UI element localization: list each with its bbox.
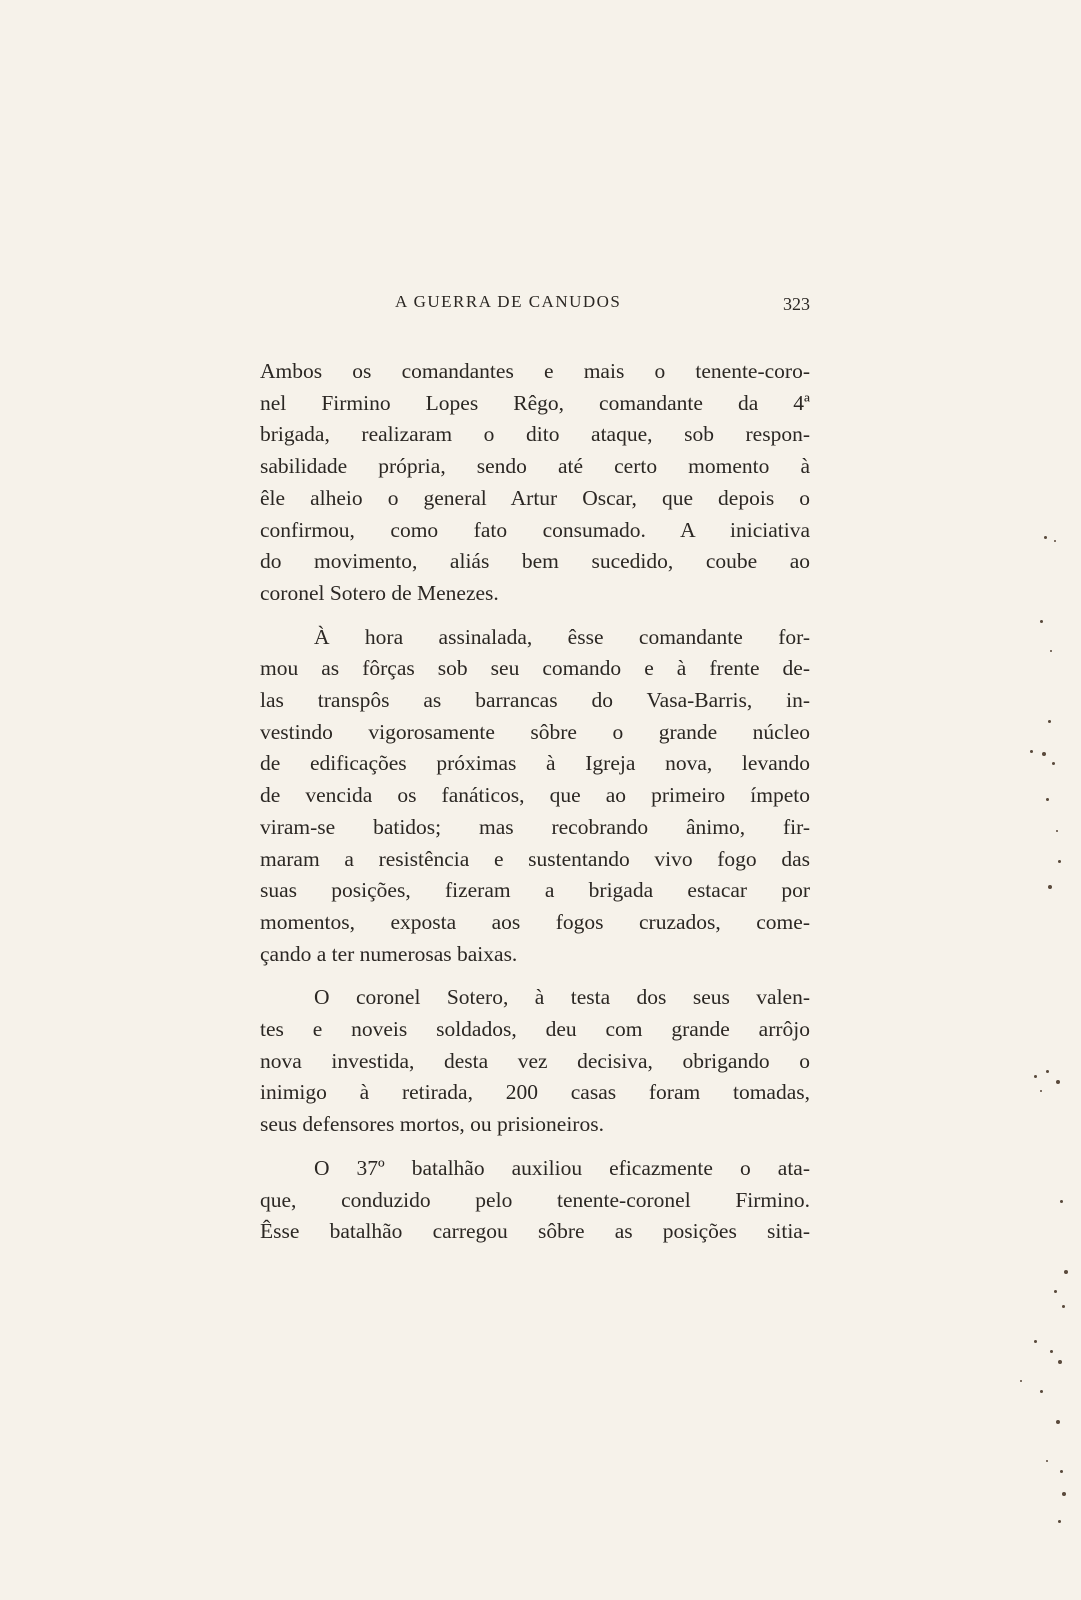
text-line: vestindo vigorosamente sôbre o grande núcleo (260, 719, 810, 744)
text-line: de vencida os fanáticos, que ao primeiro ímpeto (260, 783, 810, 808)
text-line: Ambos os comandantes e mais o tenente-coro- (260, 359, 810, 383)
paragraph (260, 982, 810, 1141)
running-head (260, 292, 810, 322)
text-line: do movimento, aliás bem sucedido, coube ao (260, 549, 810, 574)
text-line: de edificações próximas à Igreja nova, levando (260, 751, 810, 776)
text-line: confirmou, como fato consumado. A iniciativa (260, 517, 810, 542)
text-line: maram a resistência e sustentando vivo fogo das (260, 846, 810, 871)
text-line: las transpôs as barrancas do Vasa-Barris, in- (260, 688, 810, 713)
paragraph (260, 1153, 810, 1248)
text-line: seus defensores mortos, ou prisioneiros. (260, 1112, 604, 1137)
running-title: A GUERRA DE CANUDOS (395, 292, 622, 311)
text-line: suas posições, fizeram a brigada estacar por (260, 878, 810, 903)
text-line: viram-se batidos; mas recobrando ânimo, fir- (260, 814, 810, 839)
text-line: çando a ter numerosas baixas. (260, 941, 518, 966)
text-line: que, conduzido pelo tenente-coronel Firmino. (260, 1187, 810, 1212)
text-line: O coronel Sotero, à testa dos seus valen- (314, 985, 810, 1010)
paragraph (260, 356, 810, 610)
text-line: êle alheio o general Artur Oscar, que depois o (260, 485, 810, 510)
text-line: coronel Sotero de Menezes. (260, 580, 499, 605)
text-line: À hora assinalada, êsse comandante for- (314, 624, 810, 649)
paper-foxing-marks (1010, 500, 1080, 1600)
text-line: brigada, realizaram o dito ataque, sob respon- (260, 422, 810, 447)
text-line: inimigo à retirada, 200 casas foram tomadas, (260, 1080, 810, 1105)
body-text (260, 356, 810, 1248)
text-line: mou as fôrças sob seu comando e à frente de- (260, 656, 810, 681)
text-line: nel Firmino Lopes Rêgo, comandante da 4ª (260, 390, 810, 415)
text-line: O 37º batalhão auxiliou eficazmente o ata- (314, 1155, 810, 1180)
page-number: 323 (783, 294, 810, 314)
text-line: tes e noveis soldados, deu com grande arrôjo (260, 1017, 810, 1042)
text-line: nova investida, desta vez decisiva, obrigando o (260, 1048, 810, 1073)
text-line: sabilidade própria, sendo até certo momento à (260, 454, 810, 479)
paragraph (260, 622, 810, 971)
text-line: Êsse batalhão carregou sôbre as posições sitia- (260, 1219, 810, 1244)
text-line: momentos, exposta aos fogos cruzados, come- (260, 909, 810, 934)
